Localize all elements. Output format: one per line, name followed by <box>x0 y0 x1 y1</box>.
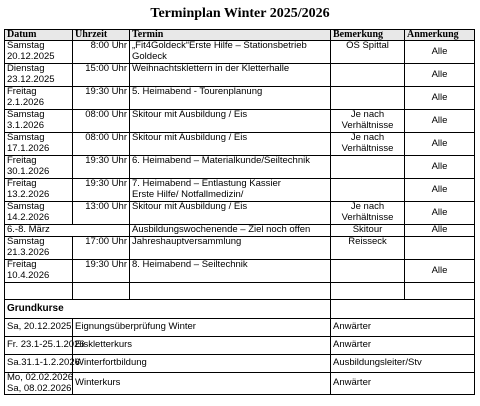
cell-datum-text: Freitag <box>7 259 37 270</box>
course-datum <box>5 355 80 373</box>
cell-termin-text: 5. Heimabend - Tourenplanung <box>132 86 263 97</box>
cell-uhrzeit-text: 17:00 Uhr <box>85 236 127 247</box>
cell-termin-text: 7. Heimabend – Entlastung Kassier <box>132 178 281 189</box>
course-teilnehmer <box>331 319 475 337</box>
cell-datum-text: Dienstag <box>7 63 45 74</box>
table-row <box>5 260 475 283</box>
course-name-text: Winterfortbildung <box>75 357 147 369</box>
cell-termin-text: Skitour mit Ausbildung / Eis <box>132 132 248 143</box>
cell-bemerkung <box>331 202 405 225</box>
grundkurse-title-text: Grundkurse <box>7 302 64 314</box>
cell-datum-text: 6.-8. März <box>7 224 50 235</box>
table-row-special <box>5 225 475 237</box>
cell-datum-text: 13.2.2026 <box>7 188 50 200</box>
cell-datum-text: Samstag <box>7 132 45 143</box>
cell-anmerkung-text: Alle <box>431 224 448 235</box>
cell-termin <box>130 41 331 64</box>
cell-termin-text: Skitour mit Ausbildung / Eis <box>132 109 248 120</box>
cell-termin-text: Goldeck <box>132 50 167 62</box>
cell-termin <box>130 260 331 283</box>
course-teilnehmer-text: Ausbildungsleiter/Stv <box>333 357 422 369</box>
cell-termin <box>130 225 331 237</box>
schedule-body <box>5 30 475 395</box>
cell-datum-text: 21.3.2026 <box>7 246 50 258</box>
cell-termin <box>130 202 331 225</box>
cell-termin-text: 6. Heimabend – Materialkunde/Seiltechnik <box>132 155 310 166</box>
cell-termin <box>130 110 331 133</box>
cell-datum <box>5 156 73 179</box>
cell-termin-text: Jahreshauptversammlung <box>132 236 242 247</box>
header-uhrzeit: Uhrzeit <box>73 30 130 41</box>
table-row <box>5 237 475 260</box>
cell-datum-text: Freitag <box>7 155 37 166</box>
cell-datum <box>5 87 73 110</box>
grundkurse-title <box>5 300 331 319</box>
cell-termin <box>130 87 331 110</box>
course-name-text: Winterkurs <box>75 377 121 389</box>
cell-uhrzeit-text: 08:00 Uhr <box>85 109 127 120</box>
header-row <box>5 30 475 41</box>
course-teilnehmer <box>331 337 475 355</box>
cell-anmerkung-text: Alle <box>431 137 448 149</box>
course-name-text: Eiskletterkurs <box>75 339 133 351</box>
course-teilnehmer-text: Anwärter <box>333 377 372 389</box>
cell-datum <box>5 133 73 156</box>
cell-uhrzeit-text: 13:00 Uhr <box>85 201 127 212</box>
table-row <box>5 110 475 133</box>
empty-row <box>5 283 475 300</box>
cell-anmerkung <box>405 179 475 202</box>
cell-datum <box>5 41 73 64</box>
course-datum-text: Sa, 20.12.2025 <box>7 321 72 333</box>
cell-anmerkung <box>405 64 475 87</box>
cell-termin-text: Ausbildungswochenende – Ziel noch offen <box>132 224 311 235</box>
cell-anmerkung-text: Alle <box>431 183 448 195</box>
cell-uhrzeit-text: 19:30 Uhr <box>85 259 127 270</box>
course-teilnehmer-text: Anwärter <box>333 339 372 351</box>
cell-bemerkung <box>331 87 405 110</box>
course-teilnehmer <box>331 373 475 395</box>
table-row <box>5 64 475 87</box>
cell-bemerkung <box>331 225 405 237</box>
cell-datum <box>5 179 73 202</box>
cell-termin <box>130 179 331 202</box>
cell-bemerkung-text: Je nach <box>350 201 385 212</box>
empty-cell <box>331 300 475 319</box>
table-row <box>5 202 475 225</box>
empty-cell <box>5 283 73 300</box>
cell-uhrzeit-text: 15:00 Uhr <box>85 63 127 74</box>
cell-datum <box>5 202 73 225</box>
cell-termin-text: Skitour mit Ausbildung / Eis <box>132 201 248 212</box>
cell-datum-text: 2.1.2026 <box>7 96 44 108</box>
course-datum-text: Sa.31.1-1.2.2026 <box>7 357 80 369</box>
cell-uhrzeit <box>73 179 130 202</box>
cell-uhrzeit <box>73 64 130 87</box>
course-name <box>73 373 331 395</box>
cell-bemerkung <box>331 64 405 87</box>
cell-datum-text: Samstag <box>7 201 45 212</box>
grundkurse-title-row <box>5 300 475 319</box>
cell-bemerkung-text: Skitour <box>352 224 383 235</box>
schedule-table <box>4 29 475 395</box>
cell-anmerkung <box>405 225 475 237</box>
cell-datum-text: 20.12.2025 <box>7 50 55 62</box>
cell-bemerkung <box>331 110 405 133</box>
cell-datum <box>5 225 130 237</box>
cell-datum <box>5 110 73 133</box>
cell-bemerkung-text: Verhältnisse <box>341 119 394 131</box>
cell-datum <box>5 64 73 87</box>
course-datum <box>5 337 85 355</box>
cell-datum <box>5 260 73 283</box>
cell-termin <box>130 156 331 179</box>
cell-datum-text: 14.2.2026 <box>7 211 50 223</box>
cell-anmerkung-text: Alle <box>431 45 448 57</box>
cell-termin-text: Erste Hilfe/ Notfallmedizin/ <box>132 188 244 200</box>
course-datum <box>5 373 73 395</box>
cell-uhrzeit <box>73 87 130 110</box>
course-datum-text: Sa, 08.02.2026 <box>7 382 72 394</box>
cell-termin <box>130 133 331 156</box>
cell-uhrzeit <box>73 237 130 260</box>
table-row <box>5 179 475 202</box>
cell-bemerkung <box>331 260 405 283</box>
course-name <box>73 355 331 373</box>
header-anmerkung: Anmerkung <box>405 30 475 41</box>
cell-uhrzeit-text: 8:00 Uhr <box>90 40 127 51</box>
header-termin: Termin <box>130 30 331 41</box>
cell-anmerkung <box>405 110 475 133</box>
course-teilnehmer-text: Anwärter <box>333 321 372 333</box>
course-name-text: Eignungsüberprüfung Winter <box>75 321 196 333</box>
cell-datum-text: Samstag <box>7 236 45 247</box>
cell-termin <box>130 64 331 87</box>
table-row <box>5 156 475 179</box>
cell-uhrzeit-text: 08:00 Uhr <box>85 132 127 143</box>
cell-termin-text: „Fit4Goldeck“Erste Hilfe – Stationsbetrieb <box>132 40 307 51</box>
cell-anmerkung-text: Alle <box>431 206 448 218</box>
course-name <box>73 319 331 337</box>
cell-bemerkung-text: Je nach <box>350 109 385 120</box>
cell-anmerkung-text: Alle <box>431 264 448 276</box>
cell-anmerkung <box>405 237 475 260</box>
cell-datum-text: Samstag <box>7 40 45 51</box>
cell-termin <box>130 237 331 260</box>
cell-datum-text: 10.4.2026 <box>7 269 50 281</box>
page-title: Terminplan Winter 2025/2026 <box>150 6 330 21</box>
cell-bemerkung-text: Je nach <box>350 132 385 143</box>
cell-uhrzeit <box>73 133 130 156</box>
cell-uhrzeit-text: 19:30 Uhr <box>85 178 127 189</box>
cell-anmerkung-text: Alle <box>431 91 448 103</box>
cell-bemerkung <box>331 156 405 179</box>
cell-uhrzeit <box>73 110 130 133</box>
cell-uhrzeit-text: 19:30 Uhr <box>85 86 127 97</box>
cell-anmerkung <box>405 87 475 110</box>
cell-anmerkung <box>405 156 475 179</box>
course-row <box>5 373 475 395</box>
table-row <box>5 87 475 110</box>
empty-cell <box>73 283 130 300</box>
cell-anmerkung-text: Alle <box>431 68 448 80</box>
cell-uhrzeit-text: 19:30 Uhr <box>85 155 127 166</box>
cell-bemerkung <box>331 41 405 64</box>
cell-datum <box>5 237 73 260</box>
cell-datum-text: 23.12.2025 <box>7 73 55 85</box>
cell-datum-text: Samstag <box>7 109 45 120</box>
cell-uhrzeit <box>73 260 130 283</box>
header-bemerkung: Bemerkung <box>331 30 405 41</box>
cell-datum-text: Freitag <box>7 86 37 97</box>
cell-termin-text: 8. Heimabend – Seiltechnik <box>132 259 248 270</box>
cell-bemerkung-text: Reisseck <box>348 236 387 247</box>
cell-anmerkung-text: Alle <box>431 160 448 172</box>
cell-datum-text: 30.1.2026 <box>7 165 50 177</box>
cell-bemerkung-text: Verhältnisse <box>341 211 394 223</box>
cell-bemerkung-text: OS Spittal <box>346 40 389 51</box>
course-datum-text: Fr. 23.1-25.1.2026 <box>7 339 85 351</box>
course-row <box>5 337 475 355</box>
cell-datum-text: Freitag <box>7 178 37 189</box>
course-row <box>5 319 475 337</box>
cell-uhrzeit <box>73 156 130 179</box>
empty-cell <box>331 283 405 300</box>
empty-cell <box>130 283 331 300</box>
cell-bemerkung-text: Verhältnisse <box>341 142 394 154</box>
course-name <box>73 337 331 355</box>
course-row <box>5 355 475 373</box>
course-datum <box>5 319 73 337</box>
cell-anmerkung <box>405 41 475 64</box>
cell-uhrzeit <box>73 202 130 225</box>
table-row <box>5 133 475 156</box>
cell-datum-text: 3.1.2026 <box>7 119 44 131</box>
header-datum: Datum <box>5 30 73 41</box>
empty-cell <box>405 283 475 300</box>
cell-datum-text: 17.1.2026 <box>7 142 50 154</box>
cell-anmerkung <box>405 202 475 225</box>
cell-anmerkung <box>405 260 475 283</box>
course-teilnehmer <box>331 355 475 373</box>
cell-bemerkung <box>331 133 405 156</box>
course-datum-text: Mo, 02.02.2026 <box>7 372 74 383</box>
table-row <box>5 41 475 64</box>
cell-anmerkung-text: Alle <box>431 114 448 126</box>
cell-anmerkung <box>405 133 475 156</box>
cell-bemerkung <box>331 179 405 202</box>
cell-termin-text: Weihnachtsklettern in der Kletterhalle <box>132 63 290 74</box>
cell-bemerkung <box>331 237 405 260</box>
cell-uhrzeit <box>73 41 130 64</box>
